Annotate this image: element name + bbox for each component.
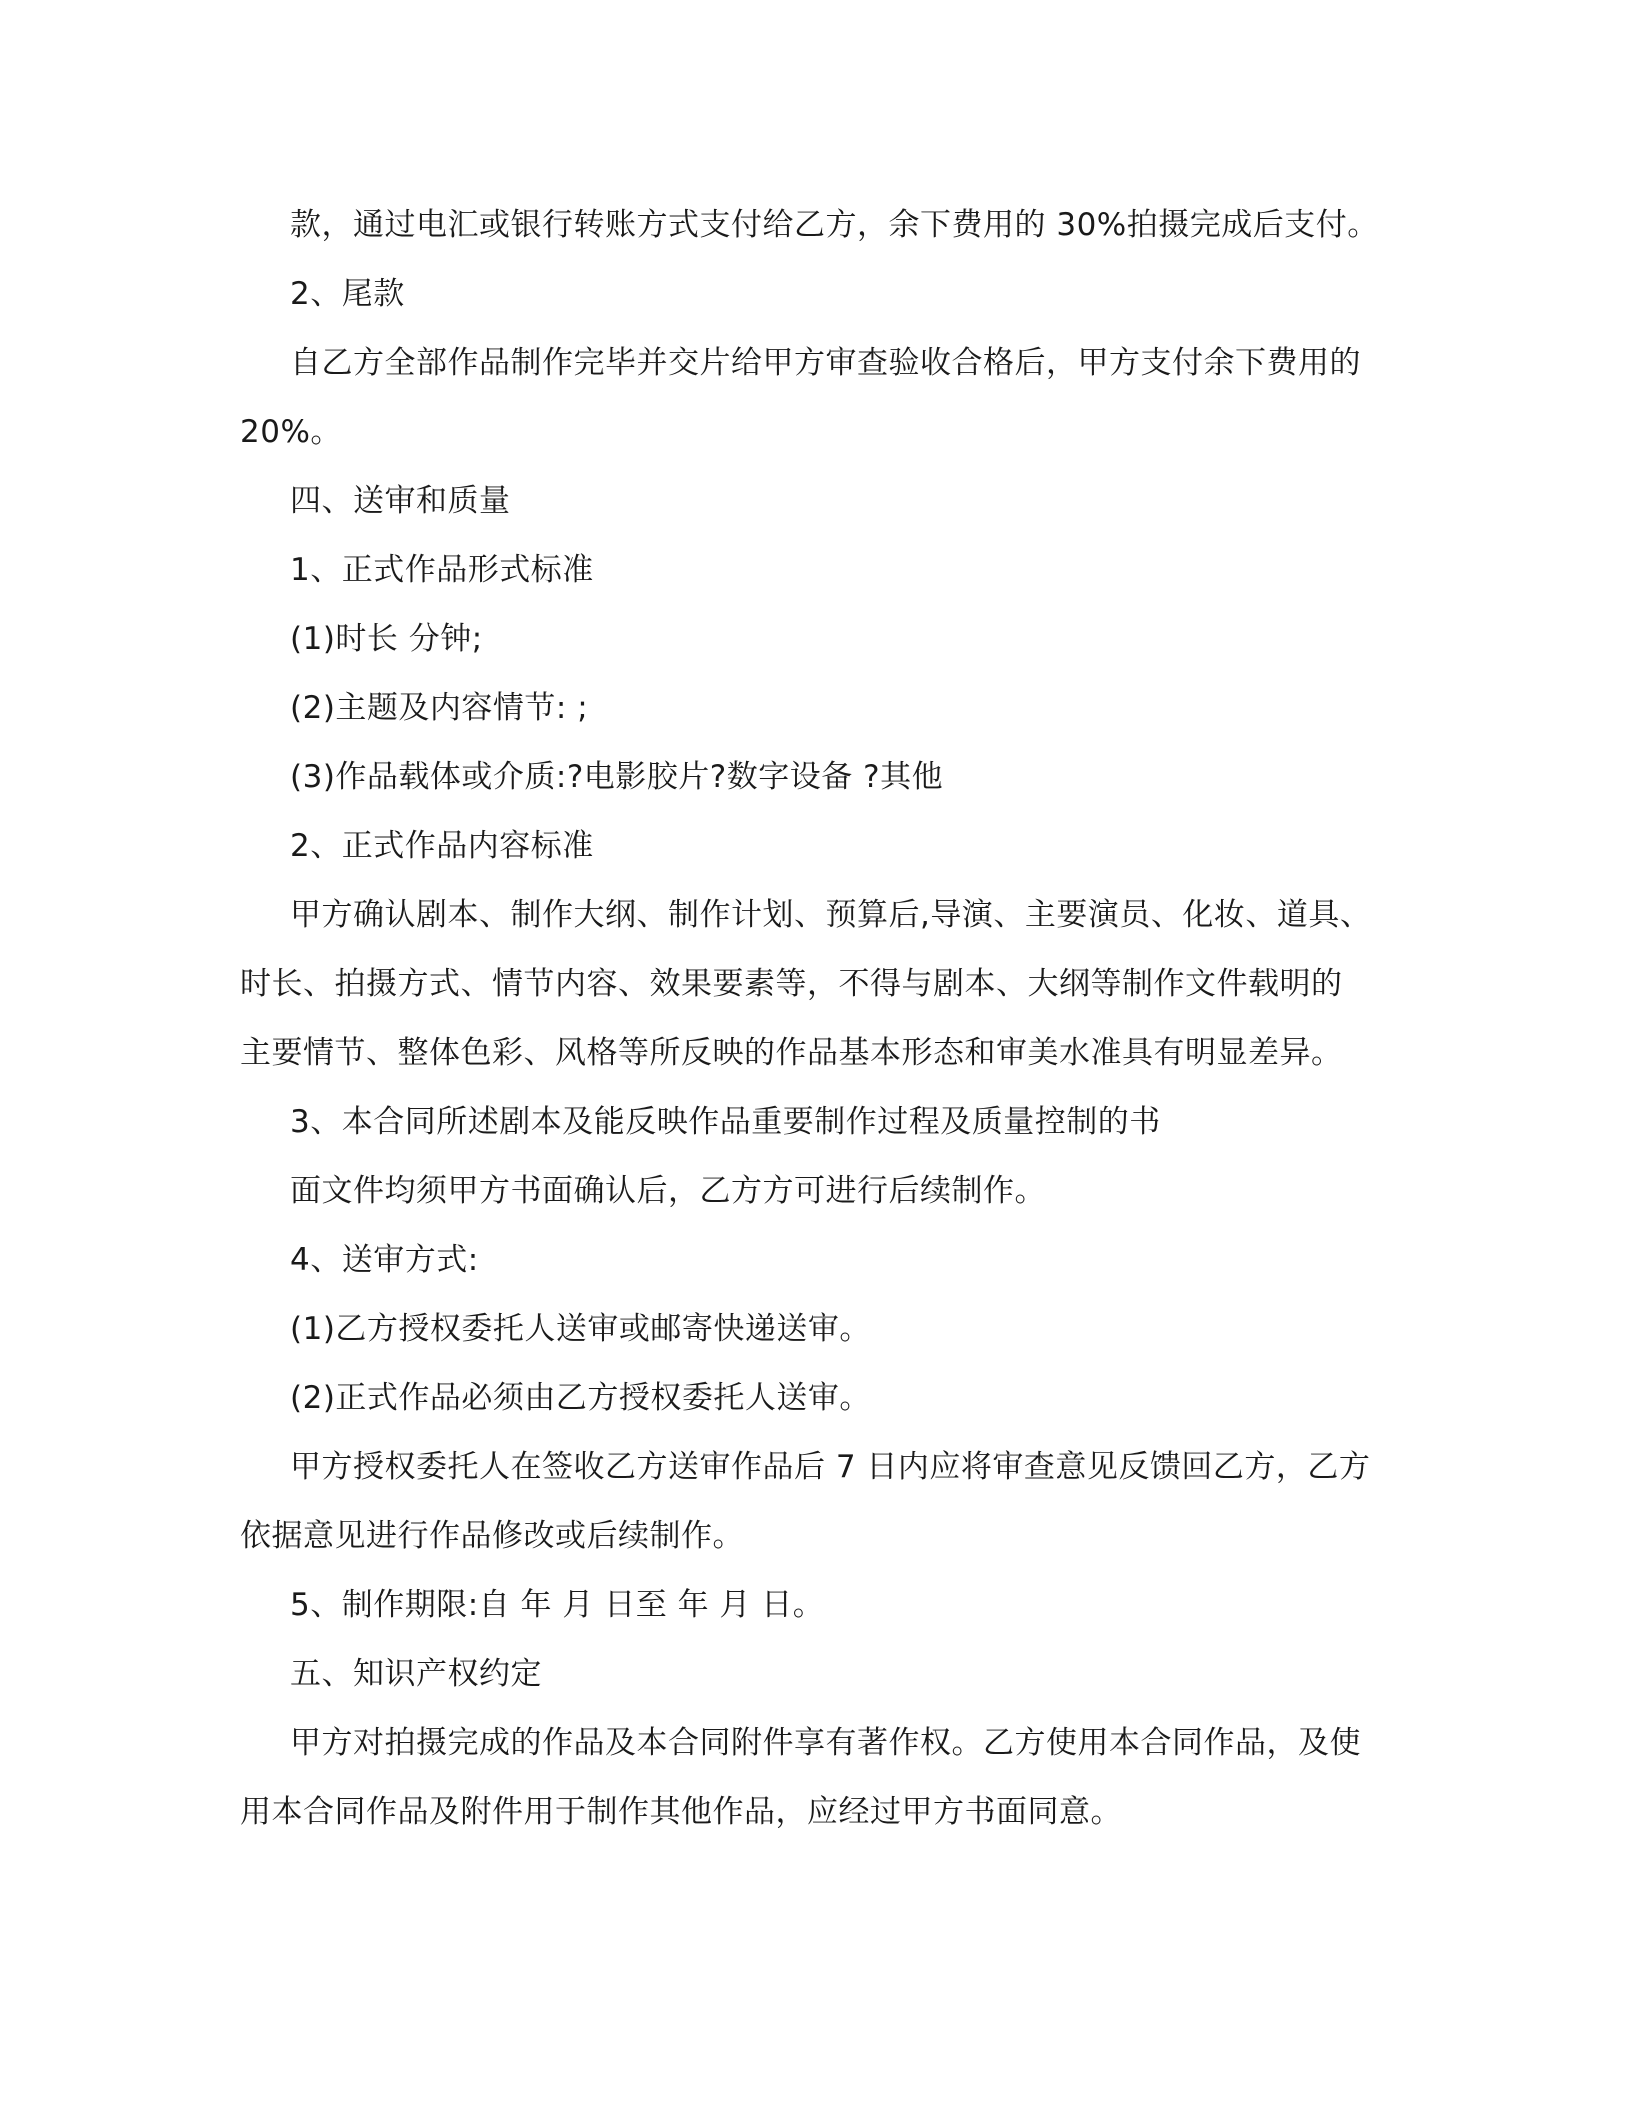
text-line-final-payment-percent: 20%。 xyxy=(240,414,342,450)
text-line-feedback-2: 依据意见进行作品修改或后续制作。 xyxy=(240,1518,744,1554)
text-line-production-period: 5、制作期限:自 年 月 日至 年 月 日。 xyxy=(290,1587,825,1623)
section-heading-ip: 五、知识产权约定 xyxy=(290,1656,542,1692)
text-line-review-method-2: (2)正式作品必须由乙方授权委托人送审。 xyxy=(290,1380,871,1416)
text-line-payment-terms: 款，通过电汇或银行转账方式支付给乙方，余下费用的 30%拍摄完成后支付。 xyxy=(290,207,1379,243)
text-line-form-standard: 1、正式作品形式标准 xyxy=(290,552,594,588)
text-line-feedback-1: 甲方授权委托人在签收乙方送审作品后 7 日内应将审查意见反馈回乙方，乙方 xyxy=(290,1449,1371,1485)
text-line-ip-1: 甲方对拍摄完成的作品及本合同附件享有著作权。乙方使用本合同作品，及使 xyxy=(290,1725,1361,1761)
text-line-item-3-a: 3、本合同所述剧本及能反映作品重要制作过程及质量控制的书 xyxy=(290,1104,1161,1140)
text-line-heading-final-payment: 2、尾款 xyxy=(290,276,405,312)
text-line-content-body-2: 时长、拍摄方式、情节内容、效果要素等，不得与剧本、大纲等制作文件载明的 xyxy=(240,966,1343,1002)
text-line-final-payment-body: 自乙方全部作品制作完毕并交片给甲方审查验收合格后，甲方支付余下费用的 xyxy=(290,345,1361,381)
text-line-review-method: 4、送审方式: xyxy=(290,1242,479,1278)
text-line-content-standard: 2、正式作品内容标准 xyxy=(290,828,594,864)
text-line-medium: (3)作品载体或介质:?电影胶片?数字设备 ?其他 xyxy=(290,759,944,795)
text-line-content-body-3: 主要情节、整体色彩、风格等所反映的作品基本形态和审美水准具有明显差异。 xyxy=(240,1035,1343,1071)
text-line-duration: (1)时长 分钟; xyxy=(290,621,483,657)
text-line-ip-2: 用本合同作品及附件用于制作其他作品，应经过甲方书面同意。 xyxy=(240,1794,1122,1830)
section-heading-review-quality: 四、送审和质量 xyxy=(290,483,511,519)
text-line-content-body-1: 甲方确认剧本、制作大纲、制作计划、预算后,导演、主要演员、化妆、道具、 xyxy=(290,897,1372,933)
text-line-item-3-b: 面文件均须甲方书面确认后，乙方方可进行后续制作。 xyxy=(290,1173,1046,1209)
text-line-theme: (2)主题及内容情节: ; xyxy=(290,690,589,726)
text-line-review-method-1: (1)乙方授权委托人送审或邮寄快递送审。 xyxy=(290,1311,871,1347)
